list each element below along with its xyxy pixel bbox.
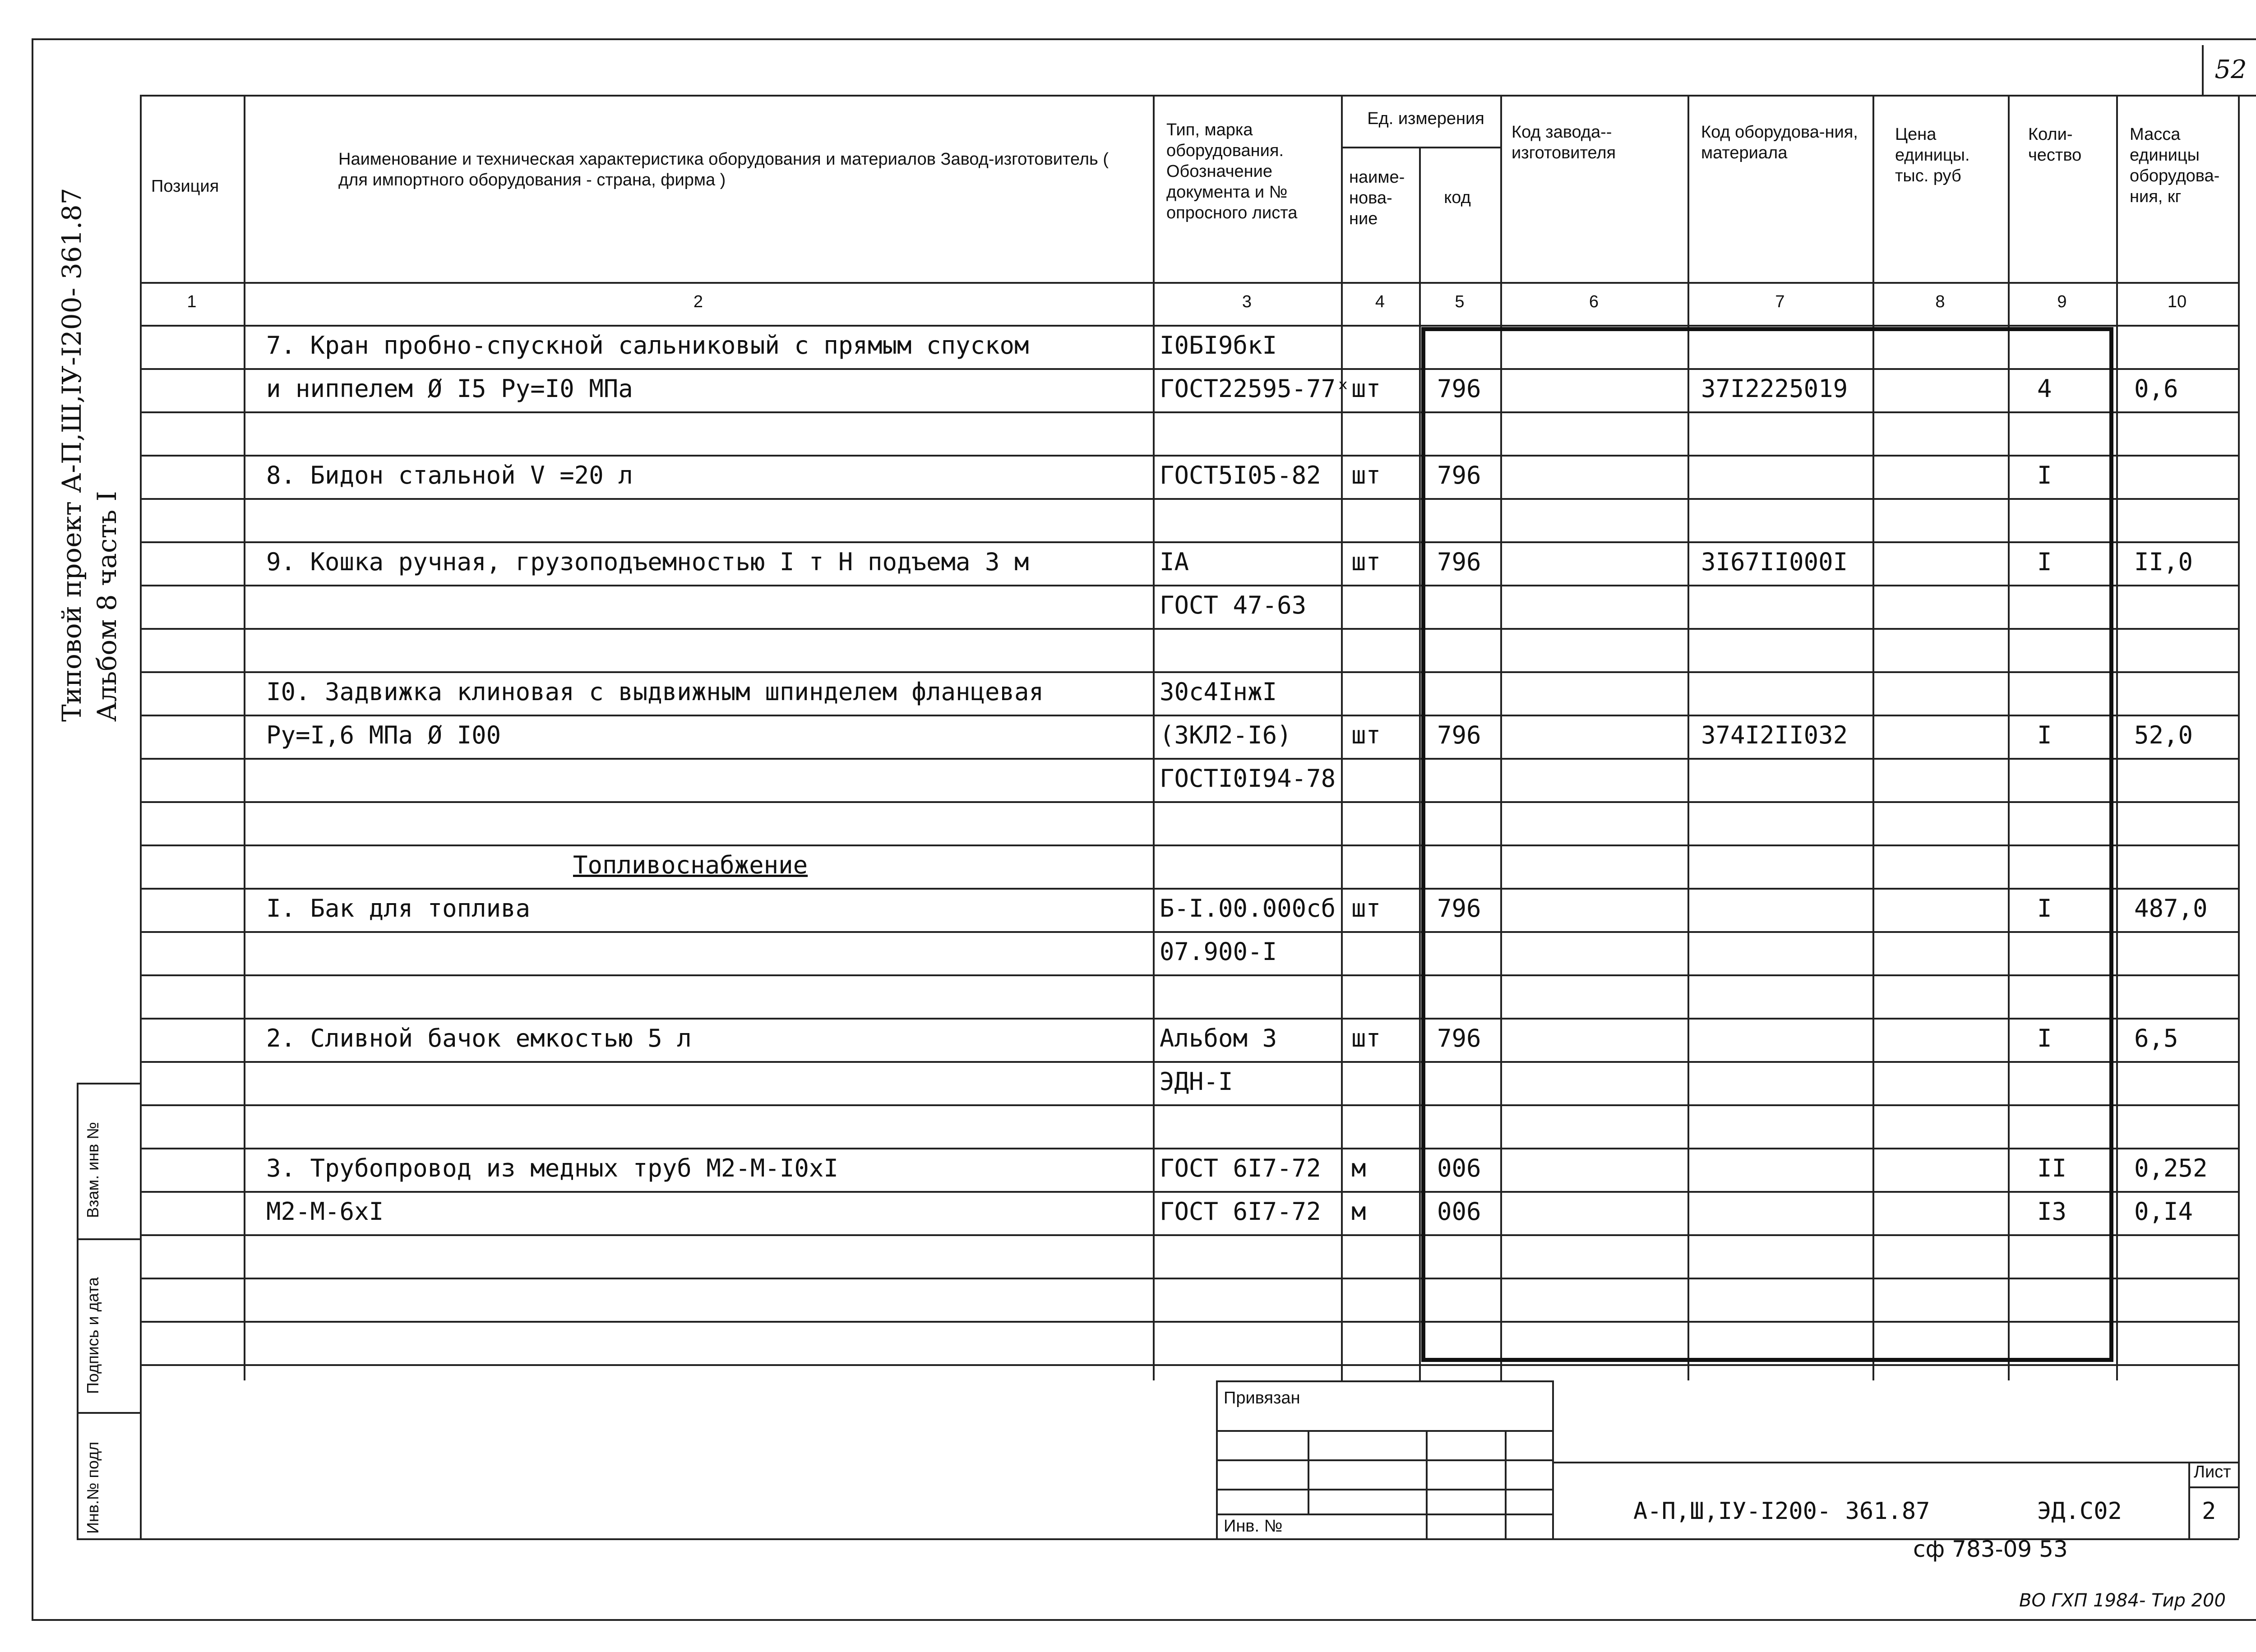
row-line-10 [140, 758, 2239, 760]
row-line-14 [140, 931, 2239, 933]
row-type: ЭДН-I [1160, 1067, 1233, 1096]
row-name: Ру=I,6 МПа Ø I00 [266, 721, 501, 749]
row-name: М2-М-6хI [266, 1197, 384, 1226]
column-line-4 [1419, 147, 1421, 1380]
side-title [54, 45, 125, 722]
row-type: IА [1160, 548, 1189, 576]
column-line-2 [1153, 95, 1155, 1380]
column-number-7: 7 [1775, 292, 1785, 311]
row-type: ГОСТ 6I7-72 [1160, 1197, 1321, 1226]
row-type: Б-I.00.000сб [1160, 894, 1336, 923]
row-name: 7. Кран пробно-спускной сальниковый с прямым спуском [266, 331, 1029, 360]
row-name: 8. Бидон стальной V =20 л [266, 461, 633, 489]
header-mass: Масса единицы оборудова-ния, кг [2130, 125, 2220, 206]
header-name: Наименование и техническая характеристика оборудования и материалов Завод-изготовитель ( для импортного оборудования - страна, фирма ) [338, 150, 1109, 189]
column-line-8 [2008, 95, 2010, 1380]
row-line-7 [140, 628, 2239, 630]
right-border [2238, 95, 2240, 1538]
row-unit-name: шт [1351, 461, 1381, 489]
column-number-8: 8 [1935, 292, 1945, 311]
thick-bottom [1421, 1358, 2113, 1362]
header-position: Позиция [151, 177, 219, 196]
column-line-3 [1341, 95, 1343, 1380]
row-line-15 [140, 974, 2239, 976]
row-unit-code: 006 [1437, 1197, 1481, 1226]
tb-row2 [1216, 1459, 1552, 1461]
header-unit-name: наиме-нова-ние [1349, 168, 1405, 228]
row-unit-name: шт [1351, 548, 1381, 576]
row-equipment-code: 374I2II032 [1701, 721, 1848, 749]
row-type: (3КЛ2-I6) [1160, 721, 1292, 749]
row-quantity: I [2037, 548, 2052, 576]
side-inv: Инв.№ подл [83, 1441, 102, 1534]
row-type: ГОСТ22595-77ˣ [1160, 374, 1350, 403]
tb-row1 [1216, 1430, 1552, 1432]
header-price: Цена единицы. тыс. руб [1895, 125, 1970, 185]
row-type: 07.900-I [1160, 937, 1277, 966]
numbers-bottom-border [140, 325, 2239, 327]
row-quantity: II [2037, 1154, 2067, 1182]
row-unit-code: 006 [1437, 1154, 1481, 1182]
row-line-18 [140, 1104, 2239, 1106]
row-type: ГОСТ 47-63 [1160, 591, 1307, 619]
row-quantity: I [2037, 461, 2052, 489]
row-unit-name: м [1351, 1197, 1366, 1226]
section-heading: Топливоснабжение [573, 851, 808, 879]
thick-left [1421, 327, 1425, 1360]
header-factory-code: Код завода--изготовителя [1512, 123, 1616, 162]
thick-top [1421, 327, 2113, 331]
row-line-8 [140, 671, 2239, 673]
column-number-3: 3 [1242, 292, 1252, 311]
row-unit-code: 796 [1437, 548, 1481, 576]
row-line-12 [140, 844, 2239, 846]
row-line-1 [140, 368, 2239, 370]
row-mass: 0,I4 [2134, 1197, 2193, 1226]
row-unit-code: 796 [1437, 461, 1481, 489]
drawing-frame [32, 38, 2256, 1621]
row-line-4 [140, 498, 2239, 500]
row-quantity: I [2037, 721, 2052, 749]
row-name: 3. Трубопровод из медных труб М2-М-I0хI [266, 1154, 838, 1182]
tb-list-div [2188, 1486, 2238, 1488]
header-type: Тип, марка оборудования. Обозначение документа и № опросного листа [1166, 120, 1298, 222]
row-mass: 6,5 [2134, 1024, 2178, 1052]
tb-row3 [1216, 1489, 1552, 1490]
row-line-24 [140, 1364, 2239, 1366]
row-unit-name: шт [1351, 374, 1381, 403]
tb-top [1216, 1380, 1552, 1382]
side-zam: Взам. инв № [83, 1121, 102, 1218]
row-line-22 [140, 1278, 2239, 1279]
side-box-top [77, 1083, 140, 1084]
column-line-6 [1687, 95, 1689, 1380]
column-number-6: 6 [1589, 292, 1599, 311]
row-name: I. Бак для топлива [266, 894, 531, 923]
row-line-17 [140, 1061, 2239, 1063]
row-unit-code: 796 [1437, 1024, 1481, 1052]
doc-mark: ЭД.С02 [2037, 1498, 2122, 1525]
header-units: Ед. измерения [1367, 109, 1484, 128]
row-line-11 [140, 801, 2239, 803]
tb-col1 [1308, 1430, 1309, 1514]
side-box-left [77, 1083, 79, 1538]
row-name: и ниппелем Ø I5 Ру=I0 МПа [266, 374, 633, 403]
row-line-3 [140, 455, 2239, 457]
tb-row4 [1216, 1514, 1552, 1515]
row-mass: 0,252 [2134, 1154, 2208, 1182]
row-type: ГОСТI0I94-78 [1160, 764, 1336, 793]
column-number-9: 9 [2057, 292, 2067, 311]
tb-right [1552, 1380, 1554, 1538]
column-number-1: 1 [187, 292, 197, 311]
doc-code: А-П,Ш,IУ-I200- 361.87 [1633, 1498, 1930, 1525]
row-name: 9. Кошка ручная, грузоподъемностью I т Н подъема 3 м [266, 548, 1029, 576]
row-equipment-code: 37I2225019 [1701, 374, 1848, 403]
column-line-1 [244, 95, 245, 1380]
header-bottom-border [140, 282, 2239, 284]
row-name: 2. Сливной бачок емкостью 5 л [266, 1024, 692, 1052]
row-unit-name: шт [1351, 894, 1381, 923]
header-quantity: Коли-чество [2028, 125, 2082, 165]
side-podpis: Подпись и дата [83, 1277, 102, 1394]
row-quantity: I [2037, 894, 2052, 923]
tb-col3 [1505, 1430, 1507, 1538]
column-number-5: 5 [1455, 292, 1465, 311]
side-title-line1: Типовой проект А-П,Ш,IУ-I200- 361.87 [56, 188, 87, 722]
row-line-2 [140, 411, 2239, 413]
row-quantity: I3 [2037, 1197, 2067, 1226]
row-line-9 [140, 715, 2239, 716]
row-line-21 [140, 1234, 2239, 1236]
tb-col2 [1426, 1430, 1428, 1538]
row-line-6 [140, 585, 2239, 586]
row-unit-code: 796 [1437, 374, 1481, 403]
row-line-23 [140, 1321, 2239, 1323]
row-name: I0. Задвижка клиновая с выдвижным шпинделем фланцевая [266, 678, 1044, 706]
row-unit-name: м [1351, 1154, 1366, 1182]
side-box-div1 [77, 1238, 140, 1240]
sheet-number: 52 [2202, 45, 2256, 97]
tb-list-left [2188, 1462, 2190, 1538]
column-line-5 [1500, 95, 1502, 1380]
row-unit-name: шт [1351, 721, 1381, 749]
privyazan-label: Привязан [1224, 1389, 1300, 1407]
side-box-div2 [77, 1412, 140, 1414]
stamp-text: ВО ГХП 1984- Тир 200 [2019, 1590, 2226, 1611]
row-unit-name: шт [1351, 1024, 1381, 1052]
row-line-5 [140, 541, 2239, 543]
row-quantity: 4 [2037, 374, 2052, 403]
row-mass: 487,0 [2134, 894, 2208, 923]
row-mass: 0,6 [2134, 374, 2178, 403]
header-unit-code: код [1444, 188, 1471, 207]
row-mass: 52,0 [2134, 721, 2193, 749]
row-line-19 [140, 1148, 2239, 1149]
bottom-code: сф 783-09 53 [1913, 1536, 2068, 1562]
thick-right [2109, 327, 2113, 1360]
side-title-line2: Альбом 8 часть I [92, 491, 122, 722]
column-number-4: 4 [1375, 292, 1385, 311]
row-quantity: I [2037, 1024, 2052, 1052]
row-line-13 [140, 888, 2239, 890]
row-type: Альбом 3 [1160, 1024, 1277, 1052]
row-type: ГОСТ 6I7-72 [1160, 1154, 1321, 1182]
row-type: 30с4IнжI [1160, 678, 1277, 706]
list-label: Лист [2194, 1463, 2231, 1481]
row-line-16 [140, 1018, 2239, 1020]
list-value: 2 [2202, 1498, 2216, 1525]
row-line-20 [140, 1191, 2239, 1193]
column-number-2: 2 [693, 292, 703, 311]
inv-no-label: Инв. № [1224, 1517, 1283, 1536]
column-line-9 [2116, 95, 2118, 1380]
row-type: ГОСТ5I05-82 [1160, 461, 1321, 489]
tb-right-top [1552, 1462, 2238, 1463]
column-line-7 [1872, 95, 1874, 1380]
row-type: I0БI9бкI [1160, 331, 1277, 360]
column-number-10: 10 [2167, 292, 2187, 311]
header-equipment-code: Код оборудова-ния, материала [1701, 123, 1858, 162]
table-top-border [140, 95, 2239, 97]
row-mass: II,0 [2134, 548, 2193, 576]
row-equipment-code: 3I67II000I [1701, 548, 1848, 576]
row-unit-code: 796 [1437, 894, 1481, 923]
row-unit-code: 796 [1437, 721, 1481, 749]
